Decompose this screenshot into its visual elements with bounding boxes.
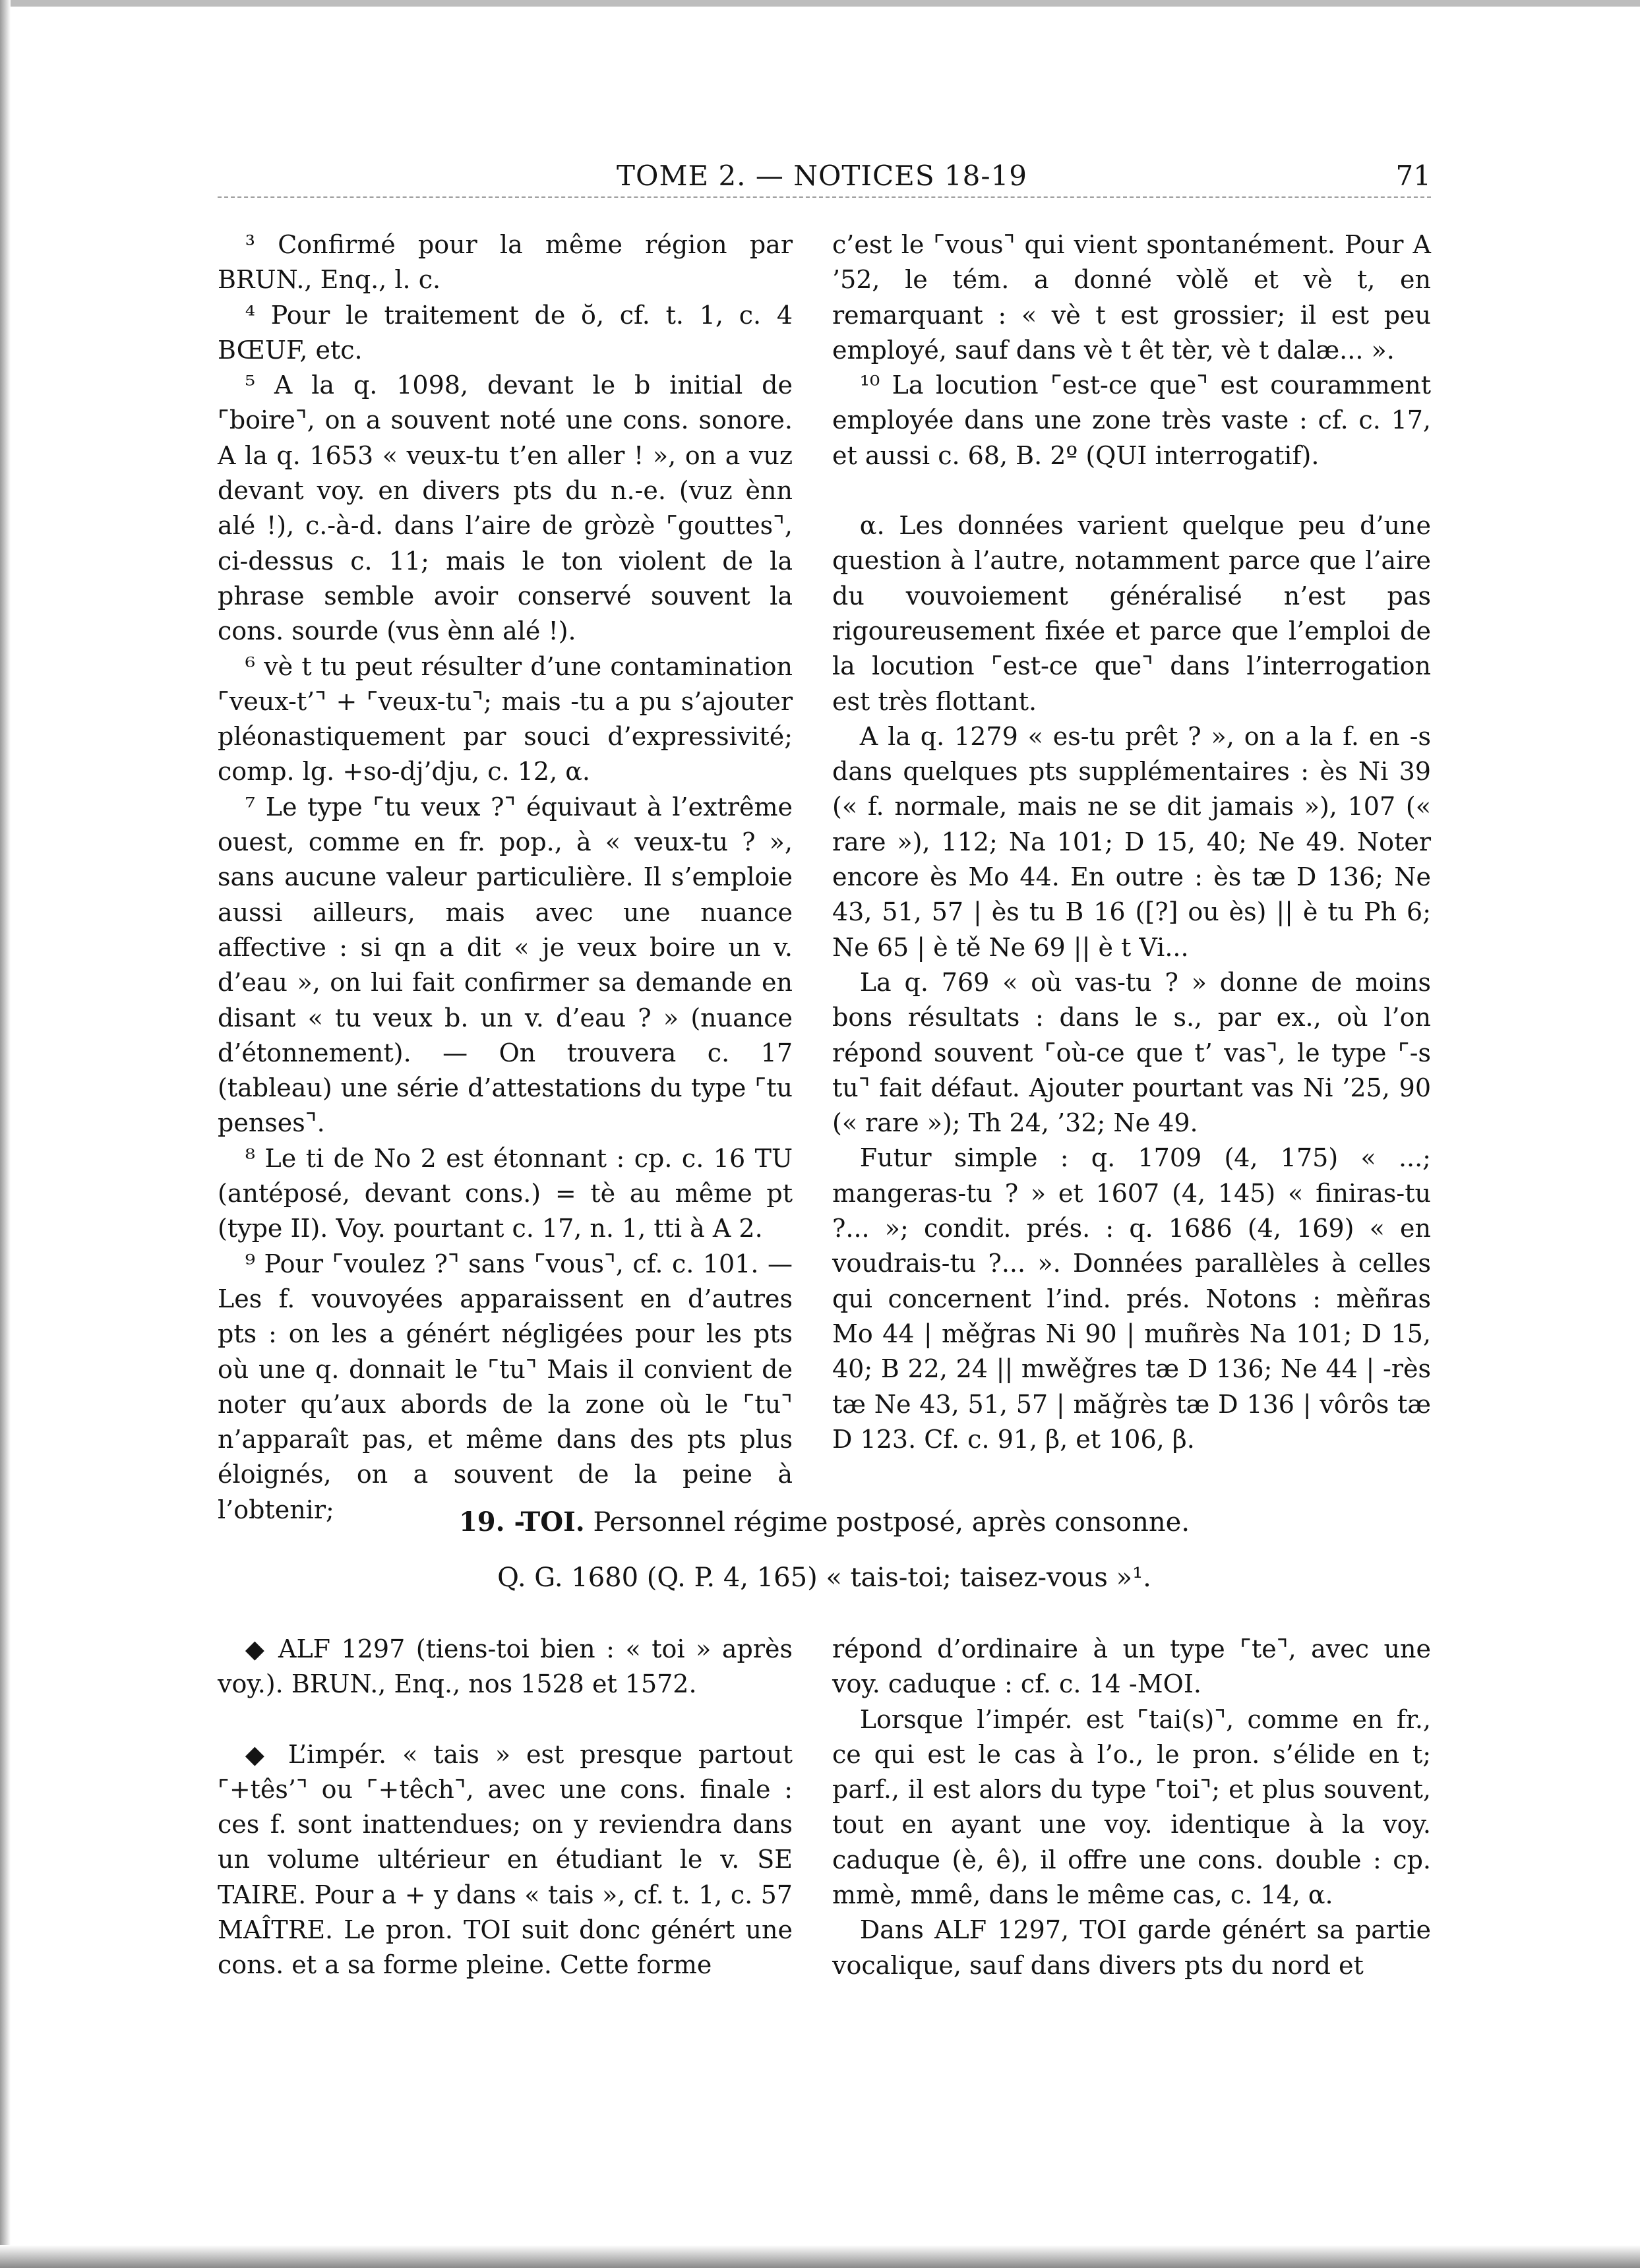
remark-alpha: α. Les données varient quelque peu d’une question à l’autre, notamment parce que l’aire du vouvoiement généralisé n’est pas rigoureusement fixée et parce que l’emploi de la locution ⌜est-ce que⌝ dans l’interrogation est très flottant. xyxy=(832,511,1431,716)
footnotes-left-column xyxy=(218,227,793,1528)
body-paragraph-lorsque: Lorsque l’impér. est ⌜tai(s)⌝, comme en fr., ce qui est le cas à l’o., le pron. s’élide en t; parf., il est alors du type ⌜toi⌝; et plus souvent, tout en ayant une voy. identique à la voy. caduque (è, ê), il offre une cons. double : cp. mmè, mmê, dans le même cas, c. 14, α. xyxy=(832,1704,1431,1910)
remark-futur: Futur simple : q. 1709 (4, 175) « ...; mangeras-tu ? » et 1607 (4, 145) « finiras-tu ?... »; condit. prés. : q. 1686 (4, 169) « en voudrais-tu ?... ». Données parallèles à celles qui concernent l’ind. prés. Notons : mèñras Mo 44 | měǧras Ni 90 | muñrès Na 101; D 15, 40; B 22, 24 || mwěǧres tæ D 136; Ne 44 | -rès tæ Ne 43, 51, 57 | măǧrès tæ D 136 | vôrôs tæ D 123. Cf. c. 91, β, et 106, β. xyxy=(832,1143,1431,1454)
footnotes-right-column xyxy=(832,227,1431,1457)
footnote-9-continued: c’est le ⌜vous⌝ qui vient spontanément. Pour A ’52, le tém. a donné vòlě et vè t, en remarquant : « vè t est grossier; il est peu employé, sauf dans vè t êt tèr, vè t dalæ... ». xyxy=(832,230,1431,365)
footnote-6: ⁶ vè t tu peut résulter d’une contamination ⌜veux-t’⌝ + ⌜veux-tu⌝; mais -tu a pu s’ajouter pléonastiquement par souci d’expressivité; comp. lg. +so-dj’dju, c. 12, α. xyxy=(218,651,793,787)
page-top-edge xyxy=(0,0,1640,7)
body-paragraph-continued: répond d’ordinaire à un type ⌜te⌝, avec une voy. caduque : cf. c. 14 -MOI. xyxy=(832,1634,1431,1699)
footnote-4: ⁴ Pour le traitement de ŏ, cf. t. 1, c. 4 BŒUF, etc. xyxy=(218,300,793,365)
remark-q769: La q. 769 « où vas-tu ? » donne de moins bons résultats : dans le s., par ex., où l’on répond souvent ⌜où-ce que t’ vas⌝, le type ⌜-s tu⌝ fait défaut. Ajouter pourtant vas Ni ’25, 90 (« rare »); Th 24, ’32; Ne 49. xyxy=(832,967,1431,1138)
section-question: Q. G. 1680 (Q. P. 4, 165) « tais-toi; taisez-vous »¹. xyxy=(497,1563,1151,1593)
body-left-column xyxy=(218,1632,793,1983)
remark-q1279: A la q. 1279 « es-tu prêt ? », on a la f. en -s dans quelques pts supplémentaires : ès Ni 39 (« f. normale, mais ne se dit jamais »), 107 (« rare »), 112; Na 101; D 15, 40; Ne 49. Noter encore ès Mo 44. En outre : ès tæ D 136; Ne 43, 51, 57 | ès tu B 16 ([?] ou ès) || è tu Ph 6; Ne 65 | è tě Ne 69 || è t Vi... xyxy=(832,721,1431,962)
footnote-10: ¹⁰ La locution ⌜est-ce que⌝ est couramment employée dans une zone très vaste : cf. c. 17, et aussi c. 68, B. 2º (QUI interrogatif). xyxy=(832,371,1431,470)
footnote-8: ⁸ Le ti de No 2 est étonnant : cp. c. 16 TU (antéposé, devant cons.) = tè au même pt (type II). Voy. pourtant c. 17, n. 1, tti à A 2. xyxy=(218,1143,793,1243)
footnote-9: ⁹ Pour ⌜voulez ?⌝ sans ⌜vous⌝, cf. c. 101. — Les f. vouvoyées apparaissent en d’autres pts : on les a génért négligées pour les pts où une q. donnait le ⌜tu⌝ Mais il convient de noter qu’aux abords de la zone où le ⌜tu⌝ n’apparaît pas, et même dans des pts plus éloignés, on a souvent de la peine à l’obtenir; xyxy=(218,1249,793,1524)
section-number: 19. -TOI. xyxy=(458,1507,585,1537)
footnote-5: ⁵ A la q. 1098, devant le b initial de ⌜boire⌝, on a souvent noté une cons. sonore. A la q. 1653 « veux-tu t’en aller ! », on a vuz devant voy. en divers pts du n.-e. (vuz ènn alé !), c.-à-d. dans l’aire de gròzè ⌜gouttes⌝, ci-dessus c. 11; mais le ton violent de la phrase semble avoir conservé souvent la cons. sourde (vus ènn alé !). xyxy=(218,371,793,646)
page-bottom-edge xyxy=(0,2245,1640,2268)
footnote-7: ⁷ Le type ⌜tu veux ?⌝ équivaut à l’extrême ouest, comme en fr. pop., à « veux-tu ? », sans aucune valeur particulière. Il s’emploie aussi ailleurs, mais avec une nuance affective : si qn a dit « je veux boire un v. d’eau », on lui fait confirmer sa demande en disant « tu veux b. un v. d’eau ? » (nuance d’étonnement). — On trouvera c. 17 (tableau) une série d’attestations du type ⌜tu penses⌝. xyxy=(218,792,793,1138)
body-paragraph-imper: ◆ L’impér. « tais » est presque partout ⌜+tês’⌝ ou ⌜+têch⌝, avec une cons. finale : ces f. sont inattendues; on y reviendra dans un volume ultérieur en étudiant le v. SE TAIRE. Pour a + y dans « tais », cf. t. 1, c. 57 MAÎTRE. Le pron. TOI suit donc génért une cons. et a sa forme pleine. Cette forme xyxy=(218,1739,793,1980)
page-left-edge xyxy=(0,0,11,2268)
body-right-column xyxy=(832,1632,1431,1983)
page-number: 71 xyxy=(1395,160,1431,192)
section-heading xyxy=(218,1507,1431,1537)
page-header xyxy=(218,157,1431,198)
section-title: Personnel régime postposé, après consonne. xyxy=(593,1507,1190,1537)
footnote-3: ³ Confirmé pour la même région par BRUN., Enq., l. c. xyxy=(218,230,793,295)
body-paragraph-dans-alf: Dans ALF 1297, TOI garde génért sa partie vocalique, sauf dans divers pts du nord et xyxy=(832,1915,1431,1980)
running-title: TOME 2. — NOTICES 18-19 xyxy=(617,160,1028,192)
body-paragraph-alf: ◆ ALF 1297 (tiens-toi bien : « toi » après voy.). BRUN., Enq., nos 1528 et 1572. xyxy=(218,1634,793,1699)
